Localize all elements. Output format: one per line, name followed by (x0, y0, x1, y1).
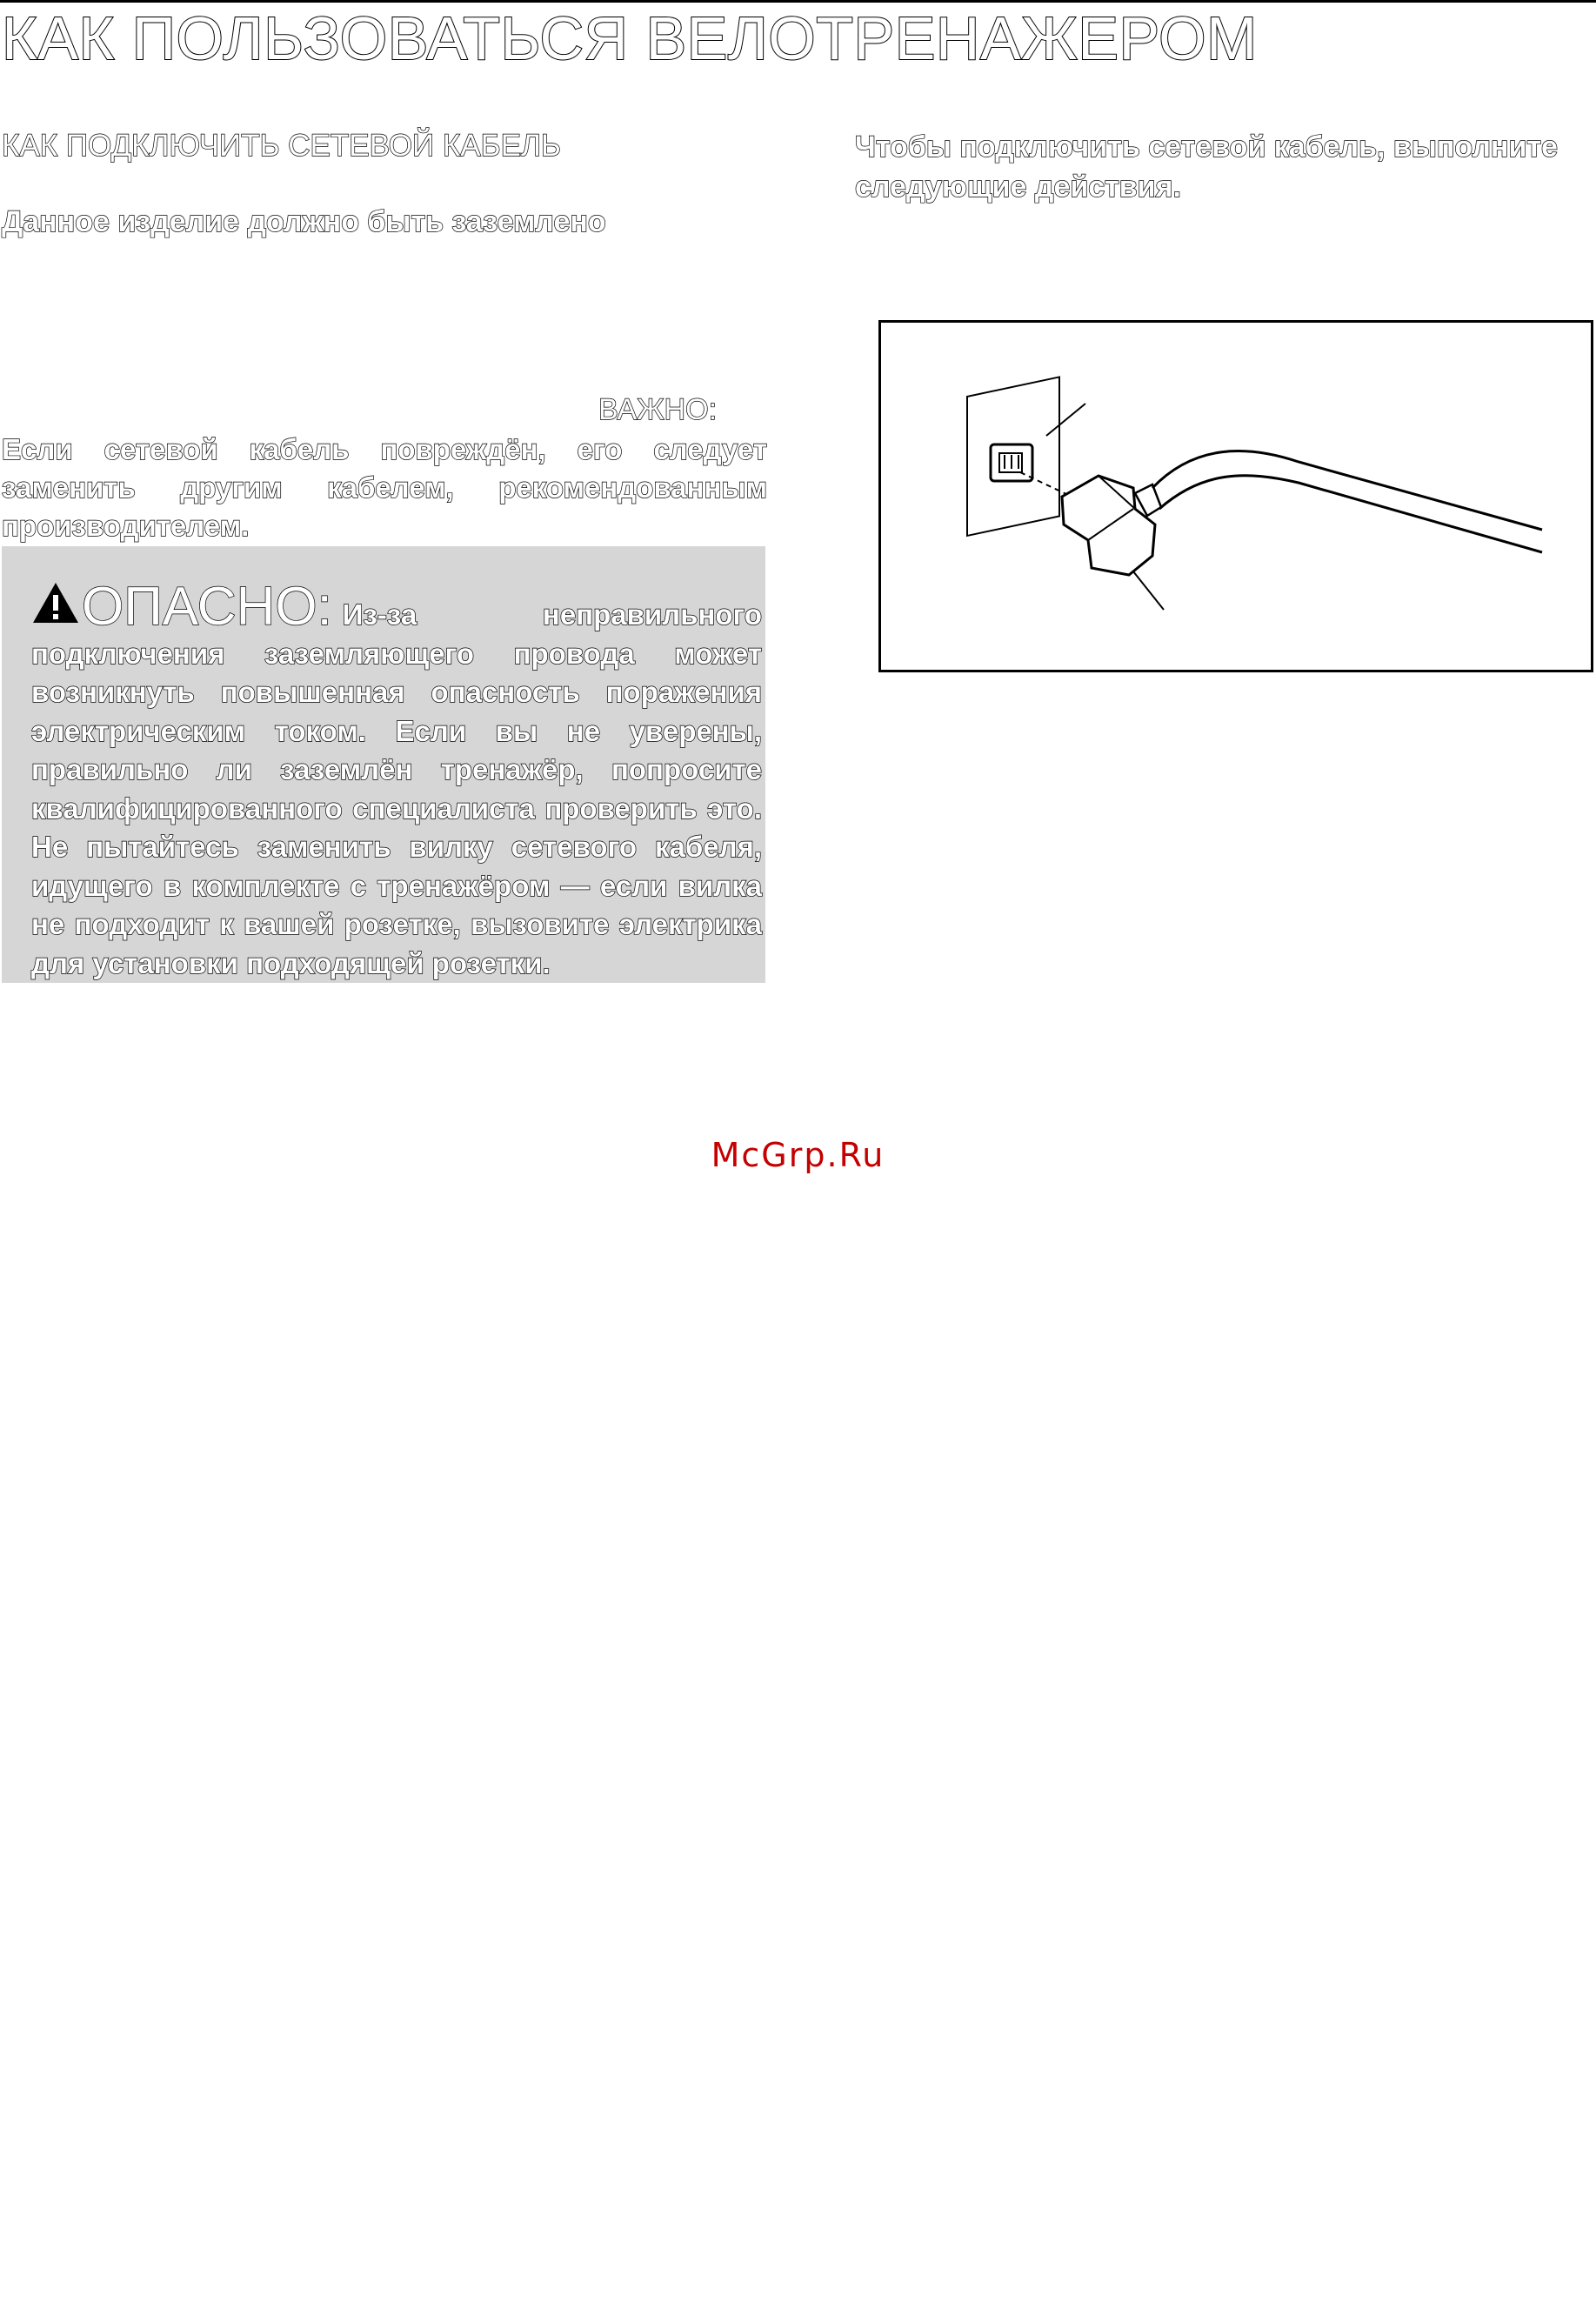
danger-box (2, 546, 765, 983)
right-column-intro: Чтобы подключить сетевой кабель, выполните следующие действия. (855, 130, 1558, 204)
section-heading: КАК ПОДКЛЮЧИТЬ СЕТЕВОЙ КАБЕЛЬ (2, 129, 561, 163)
grounding-note: Данное изделие должно быть заземлено (2, 205, 606, 238)
warning-triangle-icon (31, 581, 80, 625)
page-title: КАК ПОЛЬЗОВАТЬСЯ ВЕЛОТРЕНАЖЕРОМ (2, 4, 1258, 72)
danger-heading (31, 577, 332, 637)
power-cable (1152, 451, 1542, 530)
top-rule (0, 0, 1596, 3)
power-cord-illustration (881, 323, 1591, 670)
danger-text-block (31, 577, 762, 983)
watermark: McGrp.Ru (711, 1136, 885, 1174)
important-text: Если сетевой кабель повреждён, его следует заменить другим кабелем, рекомендованным производителем. (2, 433, 767, 542)
figure-frame (878, 320, 1593, 672)
important-label: ВАЖНО: (598, 393, 718, 426)
danger-label: ОПАСНО: (82, 577, 332, 637)
danger-text: Из-за неправильного подключения заземляющего провода может возникнуть повышенная опасность поражения электрическим током. Если вы не уверены, правильно ли заземлён тренажёр, попросите квалифицированного специалиста проверить это. Не пытайтесь заменить вилку сетевого кабеля, идущего в комплекте с тренажёром — если вилка не подходит к вашей розетке, вызовите электрика для установки подходящей розетки. (31, 598, 762, 979)
